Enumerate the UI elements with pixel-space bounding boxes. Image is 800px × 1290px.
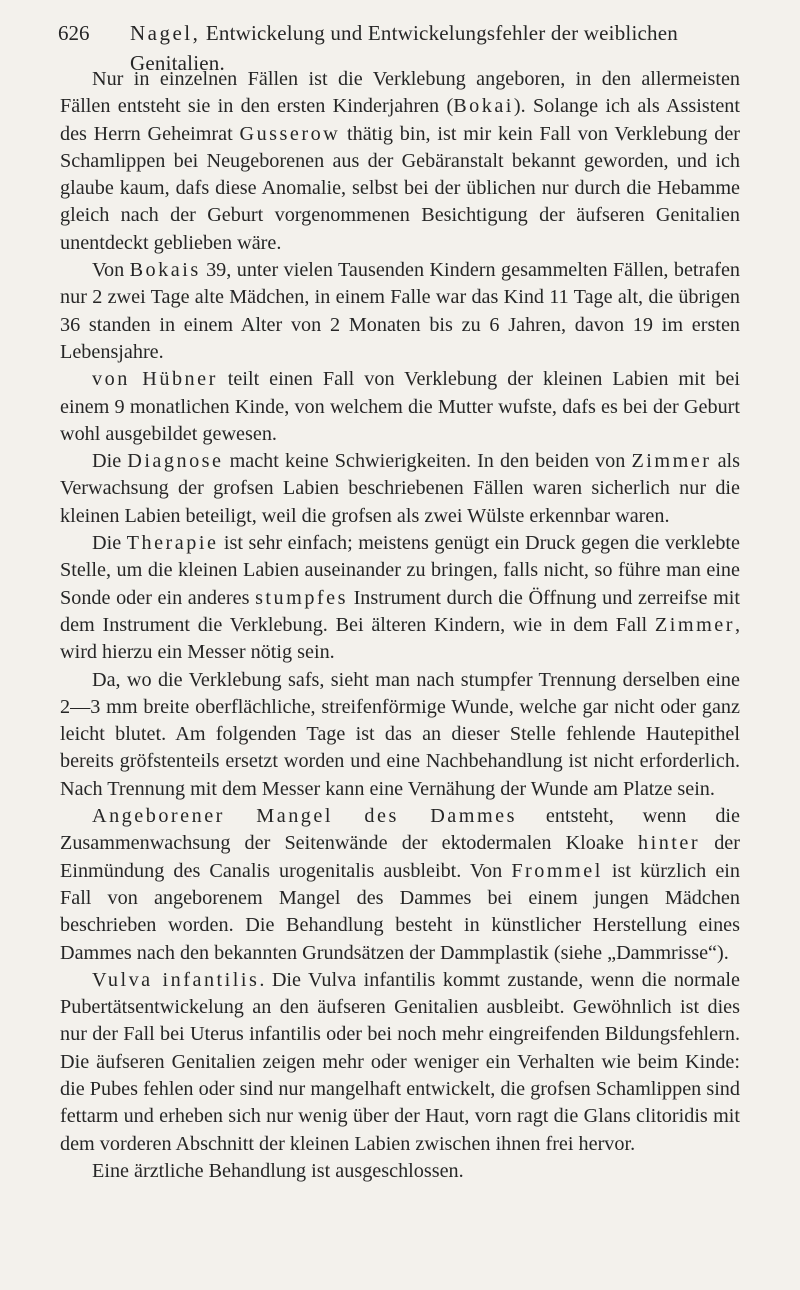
text-run: ). Solange ich als Assistent des Herrn Geheimrat [60, 95, 741, 145]
spaced-emphasis: Zimmer [654, 613, 735, 636]
running-title-text: Entwickelung und Entwickelungsfehler der weiblichen Genitalien. [130, 21, 678, 75]
paragraph [60, 257, 740, 366]
text-run: ist sehr einfach; meistens genügt ein Druck gegen die verklebte Stelle, um die kleinen Labien auseinander zu bringen, falls nicht, so führe man eine Sonde oder ein anderes [60, 532, 740, 609]
spaced-emphasis: Vulva infantilis [92, 968, 260, 991]
paragraph [60, 1158, 740, 1185]
spaced-emphasis: hinter [638, 832, 701, 855]
paragraph [60, 967, 740, 1158]
spaced-emphasis: stumpfes [255, 586, 348, 609]
paragraph [60, 803, 740, 967]
text-run: als Verwachsung der grofsen Labien beschriebenen Fällen waren sicherlich nur die kleinen Labien beteiligt, weil die grofsen als zwei Wülste erkennbar waren. [60, 450, 740, 527]
spaced-emphasis: Angeborener Mangel des Dammes [92, 805, 517, 828]
paragraph [60, 66, 740, 257]
text-run: , wird hierzu ein Messer nötig sein. [60, 613, 740, 664]
text-run: entsteht, wenn die Zusammenwachsung der Seitenwände der ektodermalen Kloake [60, 805, 740, 855]
spaced-emphasis: Diagnose [127, 450, 224, 473]
body-text [60, 66, 740, 1185]
text-run: thätig bin, ist mir kein Fall von Verklebung der Schamlippen bei Neugeborenen aus der Gebäranstalt bekannt geworden, und ich glaube kaum, dafs diese Anomalie, selbst bei der üblichen nur durch die Hebamme gleich nach der Geburt vorgenommenen Besichtigung der äufseren Genitalien unentdeckt geblieben wäre. [60, 122, 741, 254]
text-run: der Einmündung des Canalis urogenitalis ausbleibt. Von [60, 832, 740, 882]
page-number: 626 [58, 21, 90, 45]
text-run: Von [92, 259, 130, 282]
paragraph [60, 448, 740, 530]
text-run: 39, unter vielen Tausenden Kindern gesammelten Fällen, betrafen nur 2 zwei Tage alte Mädchen, in einem Falle war das Kind 11 Tage alt, die übrigen 36 standen in einem Alter von 2 Monaten bis zu 6 Jahren, davon 19 im ersten Lebensjahre. [60, 259, 740, 363]
paragraph [60, 667, 740, 803]
spaced-emphasis: Frommel [511, 859, 603, 882]
spaced-emphasis: Zimmer [631, 450, 712, 473]
spaced-emphasis: Bokai [453, 95, 514, 118]
text-run: Eine ärztliche Behandlung ist ausgeschlossen. [92, 1159, 464, 1182]
text-run: ist kürzlich ein Fall von angeborenem Mangel des Dammes bei einem jungen Mädchen beschrieben worden. Die Behandlung besteht in künstlicher Herstellung eines Dammes nach den bekannten Grundsätzen der Dammplastik (siehe „Dammrisse“). [60, 859, 740, 964]
spaced-emphasis: Therapie [126, 532, 219, 555]
spaced-emphasis: von Hübner [92, 368, 218, 391]
text-run: . Die Vulva infantilis kommt zustande, wenn die normale Pubertätsentwickelung an den äufseren Genitalien ausbleibt. Gewöhnlich ist dies nur der Fall bei Uterus infantilis oder bei noch mehr eingreifenden Bildungsfehlern. Die äufseren Genitalien zeigen mehr oder weniger ein Verhalten wie beim Kinde: die Pubes fehlen oder sind nur mangelhaft entwickelt, die grofsen Schamlippen sind fettarm und erheben sich nur wenig über der Haut, vorn ragt die Glans clitoridis mit dem vorderen Abschnitt der kleinen Labien zwischen ihnen frei hervor. [60, 968, 740, 1155]
running-title-author: Nagel, [130, 21, 201, 45]
text-run: macht keine Schwierigkeiten. In den beiden von [223, 450, 632, 473]
text-run: teilt einen Fall von Verklebung der kleinen Labien mit bei einem 9 monatlichen Kinde, von welchem die Mutter wufste, dafs es bei der Geburt wohl ausgebildet gewesen. [60, 368, 740, 445]
spaced-emphasis: Gusserow [239, 122, 341, 145]
text-run: Instrument durch die Öffnung und zerreifse mit dem Instrument die Verklebung. Bei älteren Kindern, wie in dem Fall [60, 586, 740, 636]
text-run: Die [92, 450, 128, 473]
running-header [58, 18, 738, 75]
text-run: Nur in einzelnen Fällen ist die Verklebung angeboren, in den allermeisten Fällen entsteht sie in den ersten Kinderjahren ( [60, 68, 740, 118]
paragraph [60, 366, 740, 448]
spaced-emphasis: Bokais [129, 259, 201, 282]
paragraph [60, 530, 740, 666]
text-run: Die [92, 532, 127, 555]
text-run: Da, wo die Verklebung safs, sieht man nach stumpfer Trennung derselben eine 2—3 mm breite oberflächliche, streifenförmige Wunde, welche gar nicht oder ganz leicht blutet. Am folgenden Tage ist das an dieser Stelle fehlende Hautepithel bereits gröfstenteils ersetzt worden und eine Nachbehandlung ist nicht erforderlich. Nach Trennung mit dem Messer kann eine Vernähung der Wunde am Platze sein. [60, 668, 740, 800]
